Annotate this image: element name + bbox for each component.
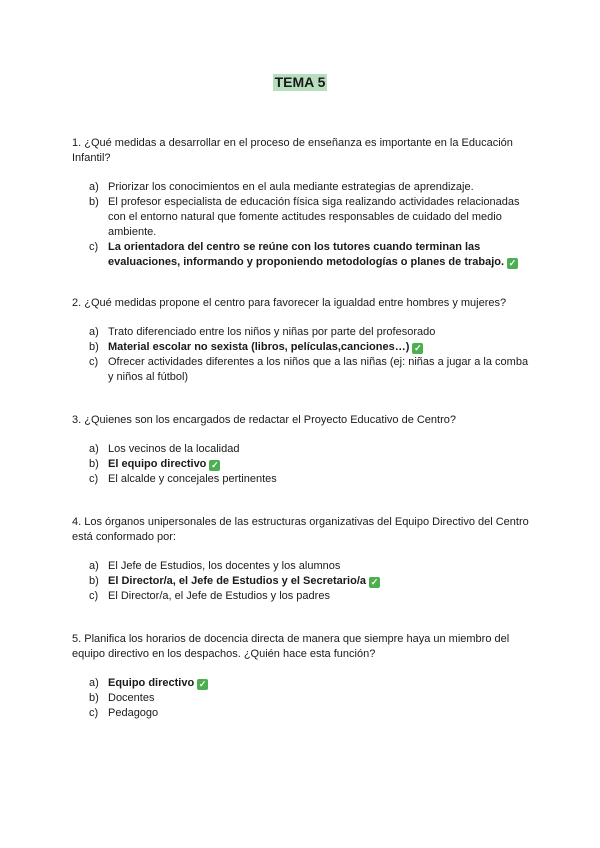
option-marker: c) [89,707,99,719]
option-b [72,574,532,589]
option-marker: a) [89,326,99,338]
option-marker: c) [89,356,99,368]
check-mark-icon: ✓ [508,258,517,268]
option-a [72,180,532,195]
option-b [72,195,532,240]
option-text: Priorizar los conocimientos en el aula mediante estrategias de aprendizaje. [108,181,474,193]
question-text: 4. Los órganos unipersonales de las estructuras organizativas del Equipo Directivo del Centro está conformado por: [72,516,529,543]
option-marker: b) [89,575,99,587]
option-a [72,559,532,574]
option-text: Pedagogo [108,707,159,719]
option-text: Trato diferenciado entre los niños y niñas por parte del profesorado [108,326,436,338]
option-marker: a) [89,560,99,572]
option-marker: c) [89,473,99,485]
option-text: Equipo directivo [108,677,195,689]
option-marker: c) [89,590,99,602]
option-text: El Director/a, el Jefe de Estudios y el Secretario/a [108,575,367,587]
options-list [72,442,532,487]
page-title: TEMA 5 [274,74,326,90]
option-text: Ofrecer actividades diferentes a los niños que a las niñas (ej: niñas a jugar a la comba y niños al fútbol) [108,356,529,383]
question-2 [72,296,532,385]
options-list [72,559,532,604]
option-marker: b) [89,341,99,353]
option-marker: b) [89,196,99,208]
option-a [72,442,532,457]
option-text: Los vecinos de la localidad [108,443,240,455]
option-c [72,472,532,487]
check-mark-icon: ✓ [211,460,219,470]
option-text: Docentes [108,692,155,704]
option-c [72,355,532,385]
question-text: 3. ¿Quienes son los encargados de redactar el Proyecto Educativo de Centro? [72,414,457,426]
question-text: 5. Planifica los horarios de docencia directa de manera que siempre haya un miembro del equipo directivo en los despachos. ¿Quién hace esta función? [72,633,510,660]
options-list [72,180,532,270]
option-text: Material escolar no sexista (libros, películas,canciones…) [108,341,410,353]
option-text: El Jefe de Estudios, los docentes y los alumnos [108,560,341,572]
options-list [72,325,532,385]
option-b [72,691,532,706]
option-a [72,325,532,340]
option-b [72,340,532,355]
option-text: El Director/a, el Jefe de Estudios y los padres [108,590,330,602]
question-5 [72,632,532,721]
option-text: La orientadora del centro se reúne con los tutores cuando terminan las evaluaciones, informando y proponiendo metodologías o planes de trabajo. [108,241,505,268]
question-1 [72,136,532,270]
option-c [72,706,532,721]
title-wrap [0,74,600,92]
check-mark-icon: ✓ [414,343,422,353]
option-marker: b) [89,458,99,470]
option-text: El equipo directivo [108,458,207,470]
question-3 [72,413,532,487]
option-text: El alcalde y concejales pertinentes [108,473,277,485]
option-marker: a) [89,181,99,193]
option-a [72,676,532,691]
option-text: El profesor especialista de educación física siga realizando actividades relacionadas con el entorno natural que fomente actitudes responsables de cuidado del medio ambiente. [108,196,520,238]
question-4 [72,515,532,604]
option-c [72,240,532,270]
option-marker: a) [89,443,99,455]
question-text: 2. ¿Qué medidas propone el centro para favorecer la igualdad entre hombres y mujeres? [72,297,507,309]
option-marker: a) [89,677,99,689]
option-b [72,457,532,472]
option-marker: b) [89,692,99,704]
option-marker: c) [89,241,99,253]
question-text: 1. ¿Qué medidas a desarrollar en el proceso de enseñanza es importante en la Educación Infantil? [72,137,513,164]
option-c [72,589,532,604]
check-mark-icon: ✓ [198,679,207,689]
options-list [72,676,532,721]
check-mark-icon: ✓ [370,577,379,587]
